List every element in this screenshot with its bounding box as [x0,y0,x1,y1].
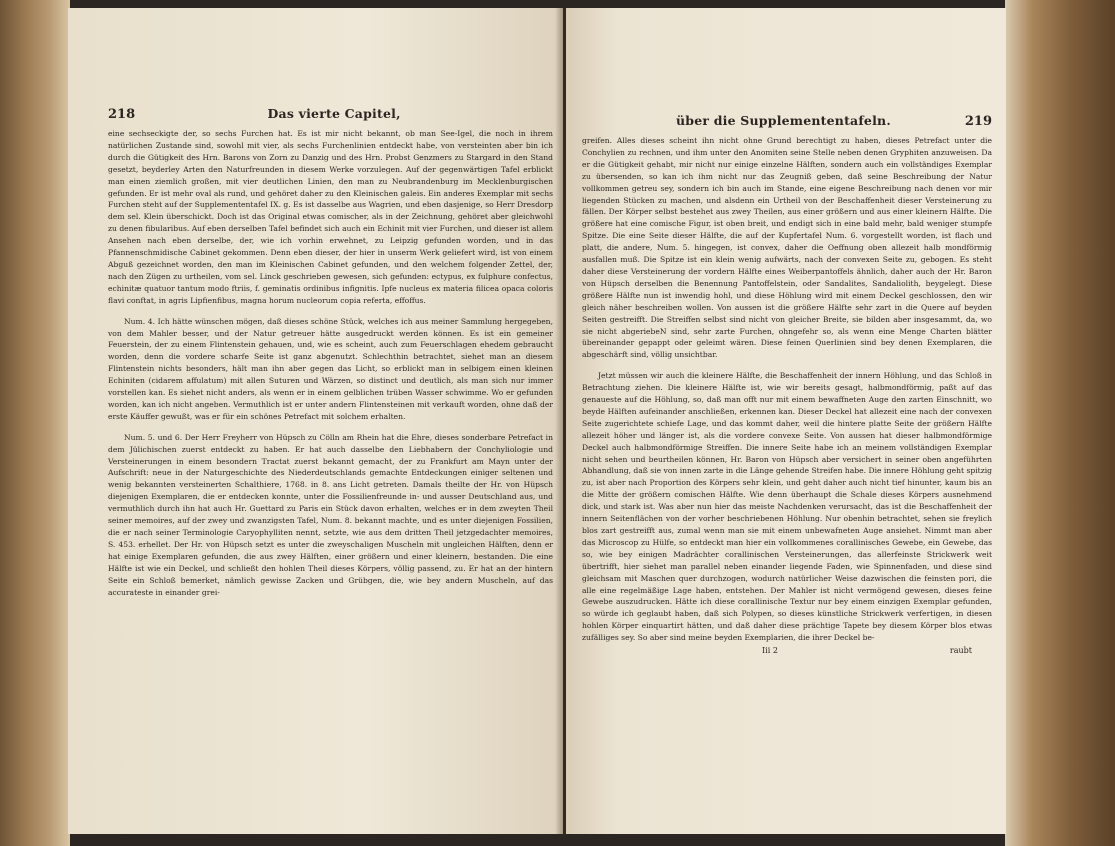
left-paragraph-2: Num. 4. Ich hätte wünschen mögen, daß dieses schöne Stück, welches ich aus meiner Sammlung hergegeben, von dem Mahler besser, und der Natur getreuer hätte ausgedruckt werden können. Es ist ein gemeiner Feuerstein, der zu einem Flintenstein gehauen, und, wie es scheint, auch zum Feuerschlagen ehedem gebraucht worden, denn die vordere scharfe Seite ist ganz abgenutzt. Schlechthin betrachtet, siehet man an diesem Flintenstein nichts besonders, hält man ihn aber gegen das Licht, so erblickt man in selbigem einen kleinen Echiniten (cidarem affulatum) mit allen Suturen und Wärzen, so distinct und deutlich, als man sich nur immer vorstellen kan. Es siehet nicht anders, als wenn er in einem gelblichen trüben Wasser schwimme. Wo er gefunden worden, kan ich nicht angeben. Vermuthlich ist er unter andern Flintensteinen mit verkauft worden, ohne daß der erste Käuffer gewußt, was er für ein schönes Petrefact mit solchem erhalten. [108,316,553,421]
right-paragraph-1: greifen. Alles dieses scheint ihn nicht ohne Grund berechtigt zu haben, dieses Petrefact unter die Conchylien zu rechnen, und ihm unter den Anomiten seine Stelle neben denen Gryphiten anzuweisen. Da er die Gütigkeit gehabt, mir nicht nur einige einzelne Hälften, sondern auch ein vollständiges Exemplar zu übersenden, so kan ich ihm nicht nur das Zeugniß geben, daß seine Beschreibung der Natur vollkommen getreu sey, sondern ich bin auch im Stande, eine eigene Beschreibung nach denen vor mir liegenden Stücken zu machen, und alsdenn ein Urtheil von der Beschaffenheit dieser Versteinerung zu fällen. Der Körper selbst bestehet aus zwey Theilen, aus einer größern und aus einer kleinern Hälfte. Die größere hat eine comische Figur, ist oben breit, und endigt sich in eine bald mehr, bald weniger stumpfe Spitze. Die eine Seite dieser Hälfte, die auf der Kupfertafel Num. 6. vorgestellt worden, ist flach und platt, die andere, Num. 5. hingegen, ist convex, daher die Oeffnung oben allezeit halb mondförmig ausfallen muß. Die Spitze ist ein klein wenig aufwärts, nach der convexen Seite zu, gebogen. Es steht daher diese Versteinerung der vordern Hälfte eines Weiberpantoffels ähnlich, daher auch der Hr. Baron von Hüpsch derselben die Benennung Pantoffelstein, oder Sandalites, Sandaliolith, beygelegt. Diese größere Hälfte nun ist inwendig hohl, und diese Höhlung wird mit einem Deckel geschlossen, den wir gleich näher beschreiben wollen. Von aussen ist die größere Hälfte sehr zart in die Quere auf beyden Seiten gestreifft. Die Streiffen selbst sind nicht von gleicher Breite, sie bilden aber insgesammt, da, wo sie nicht abgeriebeN sind, sehr zarte Furchen, ohngefehr so, als wenn eine Menge Charten blätter übereinander gepappt oder geleimt wären. Diese feinen Querlinien sind bey denen Exemplaren, die abgeschärft sind, völlig unsichtbar. [582,136,992,360]
right-running-head [582,113,992,129]
left-running-head [108,106,553,122]
left-page-number: 218 [108,107,136,122]
left-paragraph-3: Num. 5. und 6. Der Herr Freyherr von Hüpsch zu Cölln am Rhein hat die Ehre, dieses sonderbare Petrefact in dem Jülichischen zuerst entdeckt zu haben. Er hat auch dasselbe den Liebhabern der Conchyliologie und Versteinerungen in einem besondern Tractat zuerst bekannt gemacht, der zu Frankfurt am Mayn unter der Aufschrift: neue in der Naturgeschichte des Niederdeutschlands gemachte Entdeckungen einiger seltenen und wenig bekannten versteinerten Schalthiere, 1768. in 8. ans Licht getreten. Damals theilte der Hr. von Hüpsch diejenigen Exemplaren, die er entdecken konnte, unter die Fossilienfreunde in- und ausser Deutschland aus, und vermuthlich durch ihn hat auch Hr. Guettard zu Paris ein Stück davon erhalten, welches er in dem zweyten Theil seiner memoires, auf der zwey und zwanzigsten Tafel, Num. 8. bekannt machte, und es unter diejenigen Fossilien, die er nach seiner Terminologie Caryophylliten nennt, setzte, wie aus dem dritten Theil jetzgedachter memoires, S. 453. erhellet. Der Hr. von Hüpsch setzt es unter die zweyschaligen Muscheln mit ungleichen Hälften, denn er hat einige Exemplaren gefunden, die aus zwey Hälften, einer größern und einer kleinern, bestanden. Die eine Hälfte ist wie ein Deckel, und schließt den hohlen Theil dieses Körpers, völlig passend, zu. Er hat an der hintern Seite ein Schloß bemerket, nämlich gewisse Zacken und Grübgen, die, wie bey andern Muscheln, auf das accurateste in einander grei- [108,432,553,597]
book-edge-right [1005,0,1115,846]
left-paragraph-1: eine sechseckigte der, so sechs Furchen hat. Es ist mir nicht bekannt, ob man See-Igel, die noch in ihrem natürlichen Zustande sind, sowohl mit vier, als sechs Furchenlinien entdeckt habe, von versteinten aber bin ich durch die Gütigkeit des Hrn. Barons von Zorn zu Danzig und des Hrn. Probst Genzmers zu Stargard in den Stand gesetzt, beyderley Arten den Naturfreunden in diesem Werke vorzulegen. Auf der gegenwärtigen Tafel erblickt man einen ziemlich großen, mit vier deutlichen Linien, den man zu Neubrandenburg im Mecklenburgischen gefunden. Er ist mehr oval als rund, und gehöret daher zu den Kleinischen galeis. Ein anderes Exemplar mit sechs Furchen steht auf der Supplemententafel IX. g. Es ist dasselbe aus Wagrien, und eben dasjenige, so Herr Dresdorp dem sel. Klein überschickt. Doch ist das Original etwas comischer, als in der Zeichnung, gehöret aber gleichwohl zu denen fibularibus. Auf eben derselben Tafel befindet sich auch ein Echinit mit vier Furchen, und dieser ist allem Ansehen nach eben derselbe, der, wie ich vorhin erwehnet, zu Leipzig gefunden worden, und in das Pfannenschmidische Cabinet gekommen. Denn eben dieser, der hier in unserm Werk geliefert wird, ist von einem Abguß gezeichnet worden, den man im Kleinischen Cabinet gefunden, und den welchem folgender Zettel, der, nach den Zügen zu urtheilen, vom sel. Linck geschrieben gewesen, sich gefunden: ectypus, ex fulphure confectus, echinitæ quatuor tantum modo ftriis, f. geminatis ordinibus infignitis. Ipfe nucleus ex materia filicea opaca coloris flavi conftat, in agris Lipfienfibus, magna horum nucleorum copia referta, effoffus. [108,129,553,305]
book-edge-left [0,0,70,846]
right-section-title: über die Supplemententafeln. [675,113,891,128]
catchword: raubt [949,646,972,656]
right-page-footer [582,646,992,655]
right-page-number: 219 [964,114,992,129]
signature-mark: Iii 2 [762,646,778,656]
right-page [566,8,1006,834]
left-chapter-title: Das vierte Capitel, [267,106,401,121]
left-page [68,8,563,834]
right-paragraph-2: Jetzt müssen wir auch die kleinere Hälfte, die Beschaffenheit der innern Höhlung, und das Schloß in Betrachtung ziehen. Die kleinere Hälfte ist, wie wir bereits gesagt, halbmondförmig, paßt auf das genaueste auf die Höhlung, so, daß man offt nur mit einem bewaffneten Auge den zarten Einschnitt, wo beyde Hälften aufeinander anschließen, erkennen kan. Dieser Deckel hat allezeit eine nach der convexen Seite zugerichtete schiefe Lage, und das kommt daher, weil die hintere platte Seite der größern Hälfte allezeit höher und länger ist, als die vordere convexe Seite. Von aussen hat dieser halbmondförmige Deckel auch halbmondförmige Streiffen. Die innere Seite habe ich an meinem vollständigen Exemplar nicht sehen und beurtheilen können, Hr. Baron von Hüpsch aber versichert in seiner oben angeführten Abhandlung, daß sie von innen zarte in die Länge gehende Streifen habe. Die innere Höhlung geht spitzig zu, ist aber nach Proportion des Körpers sehr klein, und geht daher auch nicht tief hinunter, kaum bis an die Mitte der größern comischen Hälfte. Wie denn überhaupt die Schale dieses Körpers ausnehmend dick, und stark ist. Was aber nun hier das meiste Nachdenken verursacht, das ist die Beschaffenheit der innern Seitenflächen von der vorher beschriebenen Höhlung. Nur obenhin betrachtet, sehen sie freylich blos zart gestreifft aus, zumal wenn man sie mit einem unbewafneten Auge ansiehet. Nimmt man aber das Microscop zu Hülfe, so entdeckt man hier ein vollkommenes corallinisches Gewebe, ein Gewebe, das so, wie bey einigen Madrächter corallinischen Versteinerungen, das allerfeinste Strickwerk weit übertrifft, hier siehet man parallel neben einander liegende Faden, wie Spinnenfaden, und diese sind gleichsam mit Maschen quer durchzogen, wodurch natürlicher Weise dazwischen die feinsten pori, die alle eine regelmäßige Lage haben, entstehen. Der Mahler ist nicht vermögend gewesen, dieses feine Gewebe auszudrucken. Hätte ich diese corallinische Textur nur bey einem einzigen Exemplar gefunden, so würde ich geglaubt haben, daß sich Polypen, so dieses künstliche Strickwerk verfertigen, in diesen hohlen Körper einquartirt hätten, und daß daher diese prächtige Tapete bey diesem Körper blos etwas zufälliges sey. So aber sind meine beyden Exemplarien, die ihrer Deckel be- [582,371,992,643]
